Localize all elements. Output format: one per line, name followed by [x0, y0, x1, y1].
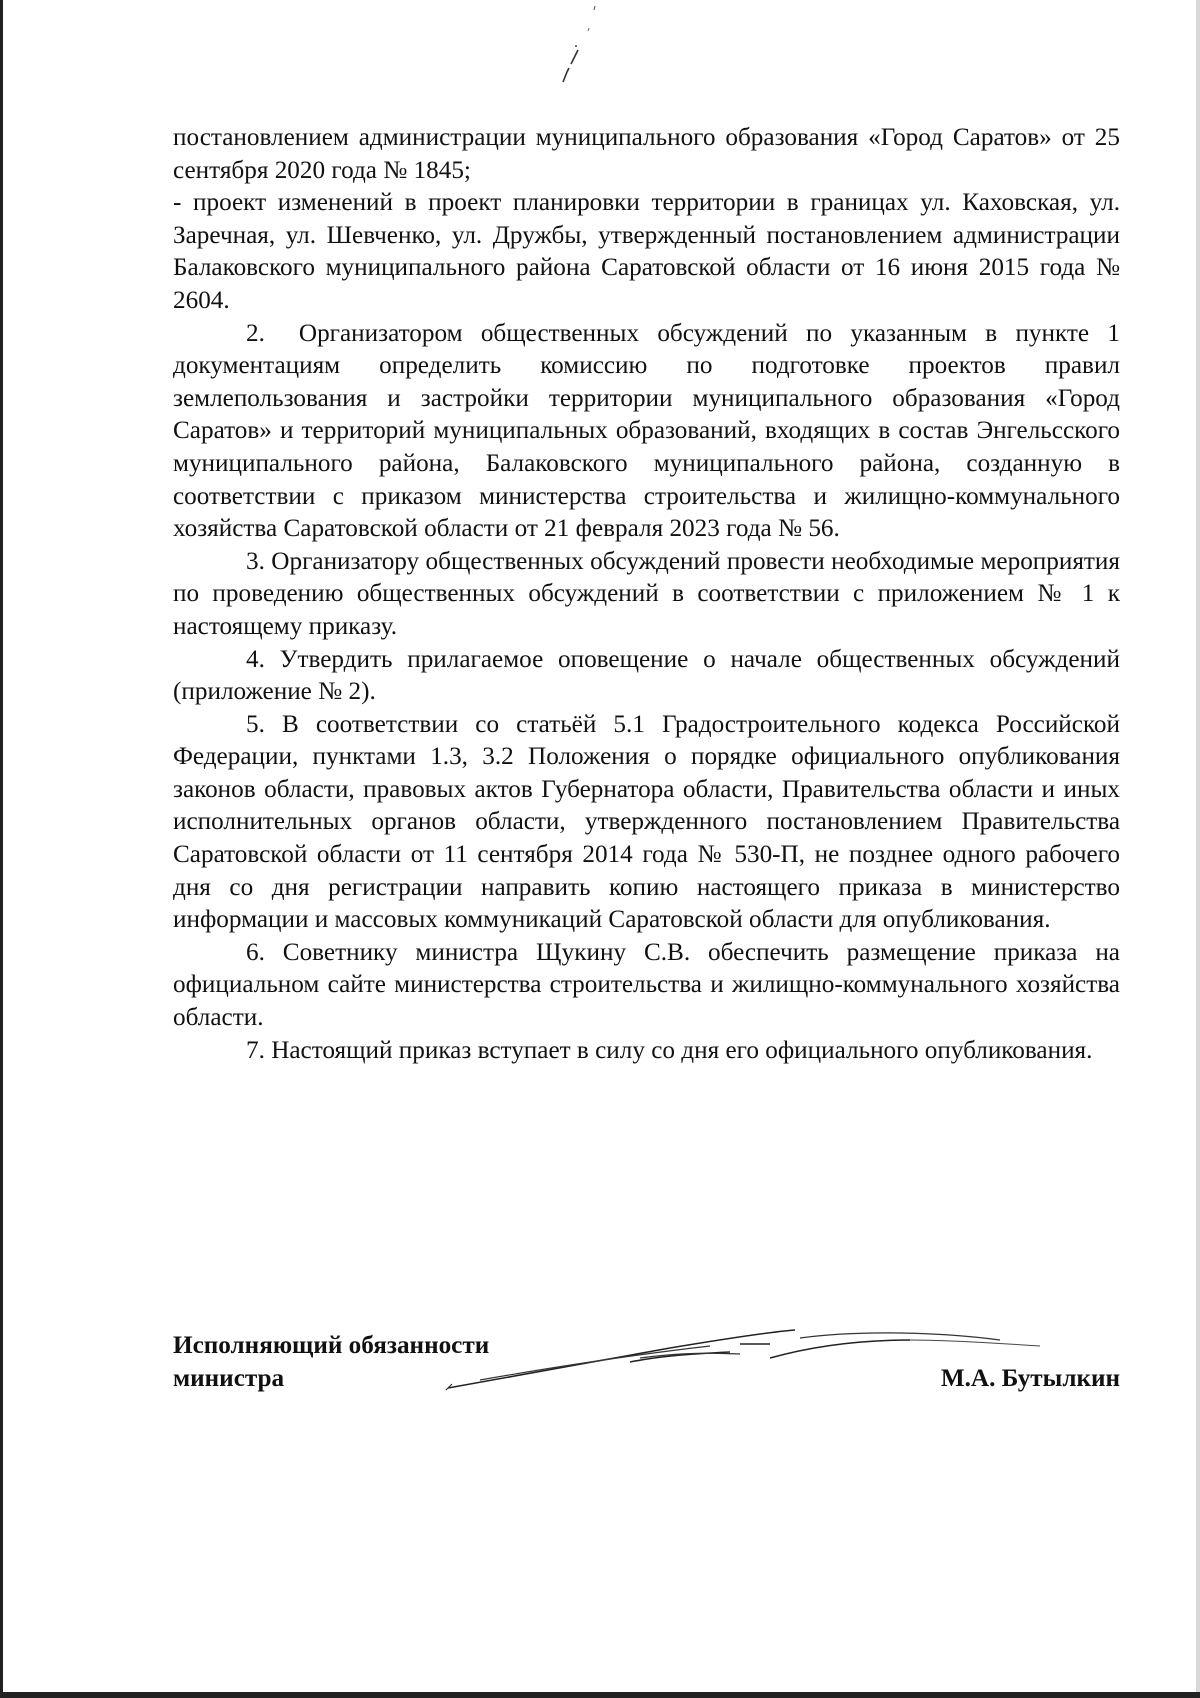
scan-edge-left	[0, 0, 3, 1698]
document-body	[173, 122, 1120, 1067]
paragraph-2-text: Организатором общественных обсуждений по указанным в пункте 1 документациям определить комиссию по подготовке проектов правил землепользования и застройки территории муниципального образования «Город Саратов» и территорий муниципальных образований, входящих в состав Энгельсского муниципального района, Балаковского муниципального района, созданную в соответствии с приказом министерства строительства и жилищно-коммунального хозяйства Саратовской области от 21 февраля 2023 года № 56.	[173, 319, 1120, 543]
paragraph-2	[173, 318, 1120, 546]
signer-name: М.А. Бутылкин	[940, 1365, 1120, 1392]
scan-edge-bottom	[0, 1692, 1200, 1698]
signer-title-line1: Исполняющий обязанности	[173, 1332, 490, 1359]
paragraph-4: 4. Утвердить прилагаемое оповещение о начале общественных обсуждений (приложение № 2).	[173, 645, 1120, 706]
paragraph-5: 5. В соответствии со статьёй 5.1 Градостроительного кодекса Российской Федерации, пунктами 1.3, 3.2 Положения о порядке официального опубликования законов области, правовых актов Губернатора области, Правительства области и иных исполнительных органов области, утвержденного постановлением Правительства Саратовской области от 11 сентября 2014 года № 530-П, не позднее одного рабочего дня со дня регистрации направить копию настоящего приказа в министерство информации и массовых коммуникаций Саратовской области для опубликования.	[173, 710, 1120, 934]
paragraph-6: 6. Советнику министра Щукину С.В. обеспечить размещение приказа на официальном сайте министерства строительства и жилищно-коммунального хозяйства области.	[173, 938, 1120, 1032]
paragraph-3: 3. Организатору общественных обсуждений провести необходимые мероприятия по проведению общественных обсуждений в соответствии с приложением № 1 к настоящему приказу.	[173, 547, 1120, 640]
scan-edge-right	[1196, 0, 1200, 1698]
paragraph-7: 7. Настоящий приказ вступает в силу со дня его официального опубликования.	[246, 1036, 1093, 1064]
handwritten-signature	[440, 1318, 1050, 1398]
paragraph-project-item: - проект изменений в проект планировки территории в границах ул. Каховская, ул. Заречная, ул. Шевченко, ул. Дружбы, утвержденный постановлением администрации Балаковского муниципального района Саратовской области от 16 июня 2015 года № 2604.	[173, 189, 1120, 314]
handwritten-mark	[545, 2, 605, 92]
paragraph-continuation: постановлением администрации муниципального образования «Город Саратов» от 25 сентября 2020 года № 1845;	[173, 124, 1120, 184]
signer-title-line2: министра	[173, 1365, 285, 1392]
paragraph-2-number: 2.	[246, 319, 265, 347]
